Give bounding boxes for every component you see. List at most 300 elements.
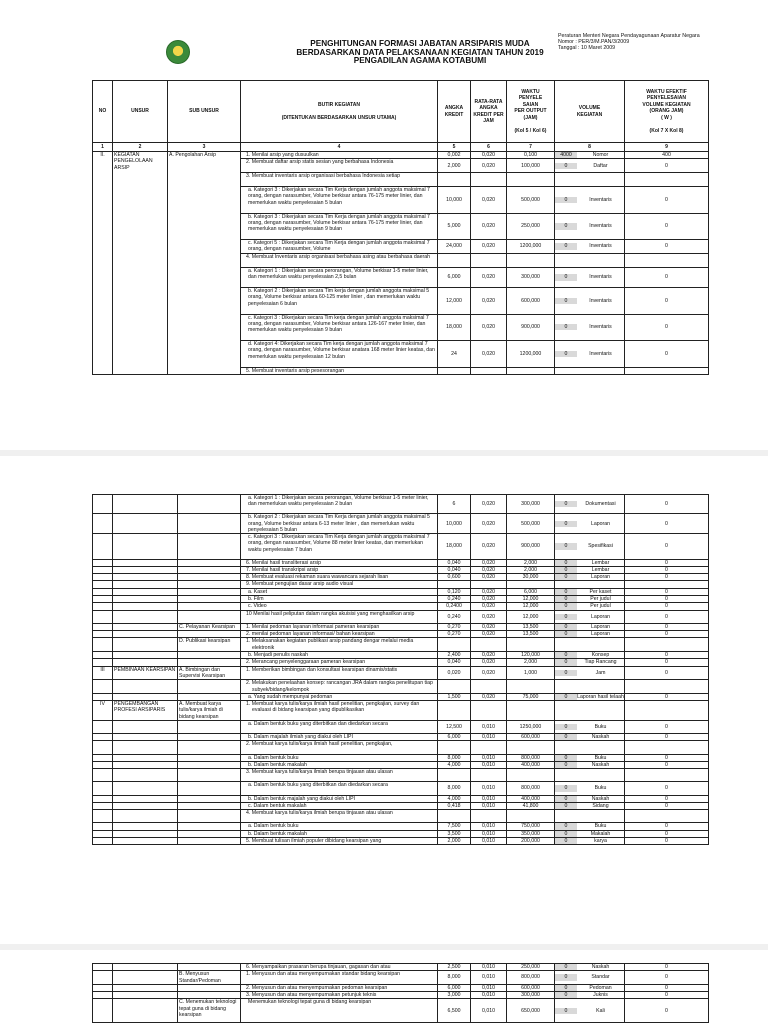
waktu-cell: 2,000 — [507, 659, 555, 666]
butir-text: 5. Membuat inventaris arsip pesesorangan — [246, 367, 345, 374]
unsur-cell — [113, 559, 178, 566]
no-cell — [93, 754, 113, 761]
table-row — [93, 588, 709, 595]
waktu-cell: 400,000 — [507, 795, 555, 802]
volume-cell — [555, 823, 625, 830]
volume-cell — [555, 693, 625, 700]
volume-value: 0 — [555, 243, 577, 249]
sub-unsur-cell — [178, 761, 241, 768]
butir-kegiatan-cell — [241, 514, 438, 534]
volume-cell — [555, 495, 625, 514]
angka-kredit-cell — [438, 581, 471, 588]
waktu-efektif-cell: 0 — [625, 267, 709, 287]
butir-kegiatan-cell — [241, 761, 438, 768]
butir-text: 4. Membuat karya tulis/karya ilmiah berupa tinjauan atau ulasan — [246, 810, 393, 817]
butir-kegiatan-cell — [241, 240, 438, 254]
butir-kegiatan-cell — [241, 566, 438, 573]
volume-cell — [555, 992, 625, 999]
volume-unit: Per kaset — [589, 588, 612, 595]
volume-unit: Per judul — [590, 596, 611, 603]
butir-text: b. Dalam bentuk makalah — [248, 761, 307, 768]
volume-value: 0 — [555, 560, 577, 566]
unsur-cell — [113, 999, 178, 1023]
volume-cell — [555, 638, 625, 652]
butir-text: 1. Menilai arsip yang dusuulkan — [246, 152, 319, 158]
volume-cell — [555, 631, 625, 638]
no-cell — [93, 984, 113, 991]
unsur-cell — [113, 782, 178, 795]
volume-cell — [555, 741, 625, 754]
waktu-efektif-cell — [625, 741, 709, 754]
volume-unit: Buku — [594, 823, 607, 830]
angka-kredit-cell: 18,000 — [438, 314, 471, 341]
waktu-cell: 2,000 — [507, 566, 555, 573]
volume-unit: Sidang — [592, 802, 609, 809]
volume-cell — [555, 253, 625, 267]
angka-kredit-cell — [438, 769, 471, 782]
butir-text: 1. Menyusun dan atau menyempurnakan standar bidang kearsipan — [246, 971, 400, 978]
rata-rata-cell: 0,020 — [471, 603, 507, 610]
unsur-cell — [113, 971, 178, 985]
rata-rata-cell: 0,010 — [471, 999, 507, 1023]
volume-value: 0 — [555, 624, 577, 630]
no-cell: III — [93, 666, 113, 680]
volume-value: 0 — [555, 351, 577, 357]
waktu-cell: 500,000 — [507, 514, 555, 534]
volume-value: 0 — [555, 567, 577, 573]
butir-text: 10 Menilai hasil peliputan dalam rangka akuisisi yang menghasilkan arsip — [246, 610, 415, 617]
waktu-cell: 400,000 — [507, 761, 555, 768]
no-cell — [93, 741, 113, 754]
table-row — [93, 152, 709, 159]
volume-cell — [555, 795, 625, 802]
volume-cell — [555, 287, 625, 314]
unsur-cell — [113, 534, 178, 559]
rata-rata-cell — [471, 253, 507, 267]
waktu-cell: 41,800 — [507, 802, 555, 809]
angka-kredit-cell: 6,500 — [438, 999, 471, 1023]
volume-value: 0 — [555, 670, 577, 676]
no-cell — [93, 761, 113, 768]
unsur-cell — [113, 638, 178, 652]
angka-kredit-cell: 4,000 — [438, 795, 471, 802]
waktu-cell: 12,000 — [507, 603, 555, 610]
volume-cell — [555, 534, 625, 559]
unsur-cell — [113, 795, 178, 802]
angka-kredit-cell: 8,000 — [438, 971, 471, 985]
rata-rata-cell: 0,020 — [471, 631, 507, 638]
sub-unsur-cell: A. Membuat karya tulis/karya ilmiah di bidang kearsipan — [178, 701, 241, 721]
sub-unsur-cell — [178, 588, 241, 595]
rata-rata-cell: 0,010 — [471, 838, 507, 845]
rata-rata-cell: 0,020 — [471, 659, 507, 666]
table-row — [93, 574, 709, 581]
waktu-efektif-cell: 0 — [625, 823, 709, 830]
angka-kredit-cell: 0,270 — [438, 623, 471, 630]
unsur-cell — [113, 566, 178, 573]
waktu-cell — [507, 581, 555, 588]
angka-kredit-cell: 3,500 — [438, 830, 471, 837]
butir-text: b. Dalam bentuk makalah — [248, 830, 307, 837]
butir-kegiatan-cell — [241, 823, 438, 830]
butir-text: a. Kaset — [248, 588, 268, 595]
table-row — [93, 638, 709, 652]
volume-cell — [555, 596, 625, 603]
waktu-efektif-cell: 0 — [625, 341, 709, 368]
butir-text: 9. Membuat pengujian dasar arsip audio visual — [246, 581, 354, 588]
waktu-efektif-cell: 0 — [625, 992, 709, 999]
angka-kredit-cell: 8,000 — [438, 782, 471, 795]
waktu-efektif-cell: 0 — [625, 984, 709, 991]
rata-rata-cell — [471, 680, 507, 694]
unsur-cell — [113, 721, 178, 734]
unsur-cell — [113, 514, 178, 534]
volume-cell — [555, 754, 625, 761]
rata-rata-cell — [471, 367, 507, 374]
butir-kegiatan-cell — [241, 581, 438, 588]
volume-unit: Inventaris — [589, 297, 612, 304]
waktu-cell: 13,500 — [507, 631, 555, 638]
rata-rata-cell: 0,020 — [471, 666, 507, 680]
col-sub-unsur: SUB UNSUR — [168, 81, 241, 143]
butir-text: a. Kategori 1 : Dikerjakan secara perorangan, Volume berkisar 1-5 meter linier, dan memerlukan waktu penyelesaian 2 bulan — [248, 495, 429, 508]
angka-kredit-cell: 1,500 — [438, 693, 471, 700]
volume-cell — [555, 559, 625, 566]
no-cell — [93, 631, 113, 638]
volume-unit: Pedoman — [589, 984, 612, 991]
unsur-cell — [113, 802, 178, 809]
waktu-efektif-cell: 0 — [625, 287, 709, 314]
volume-cell — [555, 367, 625, 374]
sub-unsur-cell — [178, 769, 241, 782]
table-row — [93, 701, 709, 721]
angka-kredit-cell — [438, 173, 471, 187]
table-row — [93, 964, 709, 971]
butir-kegiatan-cell — [241, 984, 438, 991]
waktu-cell: 300,000 — [507, 267, 555, 287]
waktu-efektif-cell: 0 — [625, 971, 709, 985]
no-cell — [93, 971, 113, 985]
volume-value: 0 — [555, 985, 577, 991]
waktu-cell: 1200,000 — [507, 240, 555, 254]
waktu-efektif-cell: 0 — [625, 159, 709, 173]
no-cell — [93, 830, 113, 837]
waktu-cell — [507, 769, 555, 782]
butir-text: b. Kategori 2 : Dikerjakan secara Tim kerja dengan jumlah anggota maksimal 5 orang, Volume berkisar antara 60-125 meter linier , dan memerlukan waktu penyelesaian 6 bulan — [248, 287, 430, 307]
volume-value: 0 — [555, 197, 577, 203]
volume-cell — [555, 186, 625, 213]
angka-kredit-cell: 0,418 — [438, 802, 471, 809]
volume-cell — [555, 514, 625, 534]
rata-rata-cell: 0,020 — [471, 240, 507, 254]
butir-text: a. Dalam bentuk buku — [248, 823, 299, 830]
butir-kegiatan-cell — [241, 367, 438, 374]
volume-value: 0 — [555, 755, 577, 761]
no-cell — [93, 782, 113, 795]
volume-unit: Laporan — [590, 631, 611, 638]
waktu-cell: 650,000 — [507, 999, 555, 1023]
waktu-efektif-cell — [625, 701, 709, 721]
butir-kegiatan-cell — [241, 721, 438, 734]
volume-cell — [555, 838, 625, 845]
rata-rata-cell: 0,010 — [471, 830, 507, 837]
angka-kredit-cell: 0,020 — [438, 666, 471, 680]
rata-rata-cell: 0,020 — [471, 588, 507, 595]
butir-text: b. Dalam majalah ilmiah yang diakui oleh LIPI — [248, 734, 353, 741]
volume-unit: Standar — [591, 974, 610, 981]
volume-unit: Inventaris — [589, 196, 612, 203]
volume-cell — [555, 588, 625, 595]
table-row — [93, 495, 709, 514]
butir-text: c. Video — [248, 603, 267, 610]
butir-kegiatan-cell — [241, 623, 438, 630]
butir-text: 5. Membuat tulisan ilmiah populer dibidang kearsipan yang — [246, 838, 382, 845]
waktu-cell: 800,000 — [507, 971, 555, 985]
angka-kredit-cell: 12,000 — [438, 287, 471, 314]
butir-kegiatan-cell — [241, 964, 438, 971]
volume-cell — [555, 574, 625, 581]
butir-text: 3. Menyusun dan atau menyempurnakan petunjuk teknis — [246, 992, 377, 999]
unsur-cell — [113, 659, 178, 666]
butir-text: d. Kategori 4: Dikerjakan secara Tim kerja dengan jumlah anggota maksimal 7 orang, dengan narasumber, Volume berkisar anatara 168 meter linier keatas, dan memerlukan waktu penyelesaian 12 bulan — [248, 341, 435, 360]
sub-unsur-cell — [178, 984, 241, 991]
angka-kredit-cell: 10,000 — [438, 514, 471, 534]
volume-value: 0 — [555, 603, 577, 609]
volume-unit: Inventaris — [589, 324, 612, 331]
sub-unsur-cell — [178, 795, 241, 802]
table-row — [93, 610, 709, 623]
butir-kegiatan-cell — [241, 173, 438, 187]
volume-unit: Buku — [594, 785, 607, 792]
butir-text: b. Dalam bentuk majalah yang diakui oleh LIPI — [248, 795, 355, 802]
no-cell — [93, 659, 113, 666]
volume-unit: Konsep — [591, 652, 610, 659]
butir-kegiatan-cell — [241, 638, 438, 652]
butir-text: b. Kategori 2 : Dikerjakan secara Tim Kerja dengan jumlah anggota maksimal 5 orang, Volume berkisar antara 6-13 meter linier , dan memerlukan waktu penyelesaian 5 bulan — [248, 514, 430, 533]
rata-rata-cell — [471, 741, 507, 754]
rata-rata-cell: 0,020 — [471, 652, 507, 659]
sub-unsur-cell — [178, 514, 241, 534]
waktu-efektif-cell: 0 — [625, 588, 709, 595]
waktu-efektif-cell: 0 — [625, 240, 709, 254]
volume-value: 0 — [555, 762, 577, 768]
butir-text: 2. Membuat daftar arsip statis sesian yang berbahasa Indonesia — [246, 159, 394, 166]
col-volume: VOLUME KEGIATAN — [555, 81, 625, 143]
volume-value: 0 — [555, 298, 577, 304]
sub-unsur-cell: A. Pengolahan Arsip — [168, 152, 241, 375]
angka-kredit-cell: 24,000 — [438, 240, 471, 254]
butir-text: 1. Membuat karya tulis/karya ilmiah hasil penelitian, pengkajian, survey dan evaluasi di bidang kearsipan yang dipublikasikan — [246, 701, 420, 714]
unsur-cell — [113, 992, 178, 999]
no-cell — [93, 992, 113, 999]
waktu-cell: 1200,000 — [507, 341, 555, 368]
butir-kegiatan-cell — [241, 680, 438, 694]
rata-rata-cell: 0,020 — [471, 514, 507, 534]
waktu-cell: 600,000 — [507, 734, 555, 741]
rata-rata-cell: 0,010 — [471, 734, 507, 741]
volume-value: 0 — [555, 521, 577, 527]
table-row — [93, 795, 709, 802]
volume-value: 0 — [555, 724, 577, 730]
table-row — [93, 769, 709, 782]
angka-kredit-cell: 0,2400 — [438, 603, 471, 610]
butir-kegiatan-cell — [241, 588, 438, 595]
volume-value: 0 — [555, 659, 577, 665]
rata-rata-cell: 0,020 — [471, 559, 507, 566]
rata-rata-cell: 0,020 — [471, 267, 507, 287]
butir-text: c. Kategori 3 : Dikerjakan secara Tim Kerja dengan jumlah anggota maksimal 7 orang, dengan narasumber, Volume 88 meter linier keatas, dan memerlukan waktu penyelesaian 7 bulan — [248, 534, 430, 553]
no-cell — [93, 769, 113, 782]
butir-kegiatan-cell — [241, 999, 438, 1023]
no-cell — [93, 559, 113, 566]
volume-cell — [555, 603, 625, 610]
butir-text: 2. menilai pedoman layanan informasi/ bahan kearsipan — [246, 631, 375, 638]
rata-rata-cell: 0,020 — [471, 610, 507, 623]
no-cell — [93, 623, 113, 630]
angka-kredit-cell: 0,240 — [438, 610, 471, 623]
butir-kegiatan-cell — [241, 159, 438, 173]
rata-rata-cell: 0,020 — [471, 574, 507, 581]
waktu-efektif-cell: 0 — [625, 631, 709, 638]
rata-rata-cell: 0,020 — [471, 534, 507, 559]
no-cell — [93, 999, 113, 1023]
volume-value: 0 — [555, 274, 577, 280]
butir-kegiatan-cell — [241, 610, 438, 623]
rata-rata-cell — [471, 638, 507, 652]
volume-cell — [555, 782, 625, 795]
volume-cell — [555, 623, 625, 630]
butir-kegiatan-cell — [241, 838, 438, 845]
volume-cell — [555, 810, 625, 823]
table-row — [93, 514, 709, 534]
waktu-cell: 500,000 — [507, 186, 555, 213]
volume-unit: karya — [594, 838, 607, 845]
waktu-cell: 300,000 — [507, 495, 555, 514]
volume-value: 0 — [555, 223, 577, 229]
butir-kegiatan-cell — [241, 734, 438, 741]
angka-kredit-cell: 6,000 — [438, 734, 471, 741]
table-row — [93, 534, 709, 559]
unsur-cell — [113, 588, 178, 595]
unsur-cell — [113, 693, 178, 700]
sub-unsur-cell — [178, 838, 241, 845]
rata-rata-cell: 0,010 — [471, 761, 507, 768]
unsur-cell: PENGEMBANGAN PROFESI ARSIPARIS — [113, 701, 178, 721]
waktu-cell: 1250,000 — [507, 721, 555, 734]
waktu-cell: 120,000 — [507, 652, 555, 659]
volume-value: 0 — [555, 803, 577, 809]
angka-kredit-cell: 0,270 — [438, 631, 471, 638]
no-cell: II. — [93, 152, 113, 375]
page-3 — [0, 950, 768, 1024]
sub-unsur-cell — [178, 603, 241, 610]
volume-value: 0 — [555, 964, 577, 970]
sub-unsur-cell — [178, 652, 241, 659]
waktu-efektif-cell: 0 — [625, 838, 709, 845]
sub-unsur-cell: A. Bimbingan dan Supervisi Kearsipan — [178, 666, 241, 680]
volume-cell — [555, 984, 625, 991]
volume-unit: Daftar — [593, 162, 608, 169]
waktu-efektif-cell: 0 — [625, 610, 709, 623]
waktu-efektif-cell: 0 — [625, 559, 709, 566]
volume-unit: Inventaris — [589, 274, 612, 281]
waktu-efektif-cell: 0 — [625, 623, 709, 630]
table-row — [93, 992, 709, 999]
waktu-efektif-cell: 0 — [625, 754, 709, 761]
waktu-efektif-cell: 400 — [625, 152, 709, 159]
rata-rata-cell — [471, 581, 507, 588]
waktu-efektif-cell — [625, 638, 709, 652]
butir-text: 1. Melaksanakan kegiatan publikasi arsip pandang dengar melalui media elektronik — [246, 638, 414, 651]
waktu-efektif-cell: 0 — [625, 964, 709, 971]
butir-text: a. Kategori 1 : Dikerjakan secara perorangan, Volume berkisar 1-5 meter linier, dan memerlukan waktu penyelesaian 2,5 bulan — [248, 267, 429, 281]
angka-kredit-cell: 0,040 — [438, 559, 471, 566]
butir-kegiatan-cell — [241, 782, 438, 795]
volume-value: 0 — [555, 652, 577, 658]
angka-kredit-cell — [438, 367, 471, 374]
waktu-cell — [507, 810, 555, 823]
angka-kredit-cell — [438, 810, 471, 823]
waktu-cell: 30,000 — [507, 574, 555, 581]
volume-unit: Juknis — [593, 992, 608, 999]
butir-kegiatan-cell — [241, 666, 438, 680]
waktu-cell: 250,000 — [507, 964, 555, 971]
no-cell — [93, 964, 113, 971]
butir-kegiatan-cell — [241, 631, 438, 638]
waktu-efektif-cell — [625, 769, 709, 782]
butir-text: 6. Menyampaikan prasaran berupa tinjauan, gagasan dan atau — [246, 964, 391, 970]
butir-text: 4. Membuat Inventaris arsip organisasi berbahasa asing atau berbahasa daerah — [246, 253, 430, 260]
angka-kredit-cell: 24 — [438, 341, 471, 368]
unsur-cell: KEGIATAN PENGELOLAAN ARSIP — [113, 152, 168, 375]
butir-text: a. Dalam bentuk buku yang diterbitkan dan diedarkan secara — [248, 721, 388, 727]
butir-kegiatan-cell — [241, 810, 438, 823]
volume-value: 0 — [555, 501, 577, 507]
unsur-cell — [113, 761, 178, 768]
rata-rata-cell — [471, 810, 507, 823]
table-row — [93, 838, 709, 845]
unsur-cell — [113, 623, 178, 630]
col-waktu-efektif: WAKTU EFEKTIF PENYELESAIAN VOLUME KEGIATAN (ORANG JAM) ( W ) (Kol 7 X Kol 8) — [625, 81, 709, 143]
butir-kegiatan-cell — [241, 534, 438, 559]
waktu-cell: 1,000 — [507, 666, 555, 680]
volume-unit: Nomor — [592, 152, 609, 159]
table-row — [93, 741, 709, 754]
volume-cell — [555, 999, 625, 1023]
no-cell — [93, 603, 113, 610]
table-row — [93, 734, 709, 741]
no-cell — [93, 823, 113, 830]
butir-kegiatan-cell — [241, 287, 438, 314]
volume-unit: Laporan hasil telaah — [577, 693, 624, 700]
rata-rata-cell: 0,010 — [471, 971, 507, 985]
angka-kredit-cell: 7,500 — [438, 823, 471, 830]
volume-unit: Naskah — [591, 761, 610, 768]
volume-unit: Naskah — [591, 734, 610, 741]
waktu-efektif-cell — [625, 680, 709, 694]
butir-text: c. Kategori 3 : Dikerjakan secara Tim kerja dengan jumlah anggota maksimal 7 orang, dengan narasumber, Volume berkisar antara 126-167 meter linier, dan memerlukan waktu penyelesaian 9 bulan — [248, 314, 429, 334]
unsur-cell — [113, 680, 178, 694]
waktu-cell: 350,000 — [507, 830, 555, 837]
table-row — [93, 823, 709, 830]
no-cell — [93, 795, 113, 802]
waktu-cell: 12,000 — [507, 610, 555, 623]
waktu-efektif-cell: 0 — [625, 666, 709, 680]
butir-kegiatan-cell — [241, 769, 438, 782]
waktu-efektif-cell: 0 — [625, 782, 709, 795]
volume-cell — [555, 173, 625, 187]
sub-unsur-cell — [178, 734, 241, 741]
